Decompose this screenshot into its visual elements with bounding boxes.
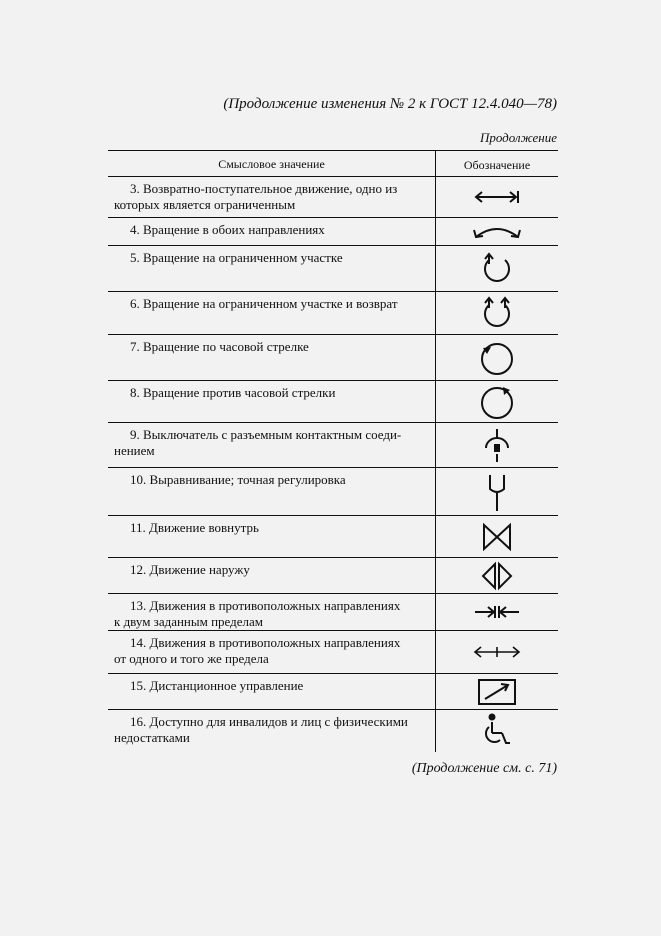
- table-row: [108, 423, 558, 468]
- column-header-meaning: Смысловое значение: [108, 151, 436, 176]
- row-meaning: 10. Выравнивание; точная регулировка: [108, 468, 436, 515]
- amendment-header: (Продолжение изменения № 2 к ГОСТ 12.4.040—78): [223, 96, 557, 112]
- row-meaning: 14. Движения в противоположных направлениях от одного и того же предела: [108, 631, 436, 673]
- row-meaning: 8. Вращение против часовой стрелки: [108, 381, 436, 422]
- arc-double-arrow-icon: [436, 218, 558, 245]
- table-row: [108, 594, 558, 631]
- table-row: [108, 468, 558, 516]
- opposite-from-limit-icon: [436, 631, 558, 673]
- row-meaning: 9. Выключатель с разъемным контактным соеди- нением: [108, 423, 436, 467]
- table-row: [108, 710, 558, 752]
- opposite-to-limits-icon: [436, 594, 558, 630]
- row-meaning: 3. Возвратно-поступательное движение, одно из которых является ограниченным: [108, 177, 436, 217]
- row-meaning: 16. Доступно для инвалидов и лиц с физическими недостатками: [108, 710, 436, 752]
- table-row: [108, 558, 558, 594]
- table-row: [108, 292, 558, 335]
- table-header-row: [108, 151, 558, 177]
- table-row: [108, 177, 558, 218]
- table-row: [108, 335, 558, 381]
- row-meaning: 13. Движения в противоположных направлениях к двум заданным пределам: [108, 594, 436, 630]
- row-meaning: 4. Вращение в обоих направлениях: [108, 218, 436, 245]
- double-arrow-limited-icon: [436, 177, 558, 217]
- limited-rotation-icon: [436, 246, 558, 291]
- table-row: [108, 381, 558, 423]
- fine-adjustment-icon: [436, 468, 558, 515]
- table-row: [108, 631, 558, 674]
- symbols-table: [108, 150, 558, 752]
- row-meaning: 15. Дистанционное управление: [108, 674, 436, 709]
- continuation-label: Продолжение: [479, 130, 557, 145]
- continuation-see-label: (Продолжение см. с. 71): [411, 761, 557, 776]
- column-header-symbol: Обозначение: [463, 158, 531, 172]
- row-meaning: 7. Вращение по часовой стрелке: [108, 335, 436, 380]
- inward-motion-icon: [436, 516, 558, 557]
- counterclockwise-rotation-icon: [436, 381, 558, 422]
- remote-control-icon: [436, 674, 558, 709]
- row-meaning: 6. Вращение на ограниченном участке и возврат: [108, 292, 436, 334]
- outward-motion-icon: [436, 558, 558, 593]
- wheelchair-icon: [436, 710, 558, 752]
- detachable-switch-icon: [436, 423, 558, 467]
- table-row: [108, 516, 558, 558]
- limited-rotation-return-icon: [436, 292, 558, 334]
- table-row: [108, 674, 558, 710]
- table-row: [108, 246, 558, 292]
- row-meaning: 12. Движение наружу: [108, 558, 436, 593]
- row-meaning: 11. Движение вовнутрь: [108, 516, 436, 557]
- row-meaning: 5. Вращение на ограниченном участке: [108, 246, 436, 291]
- clockwise-rotation-icon: [436, 335, 558, 380]
- table-row: [108, 218, 558, 246]
